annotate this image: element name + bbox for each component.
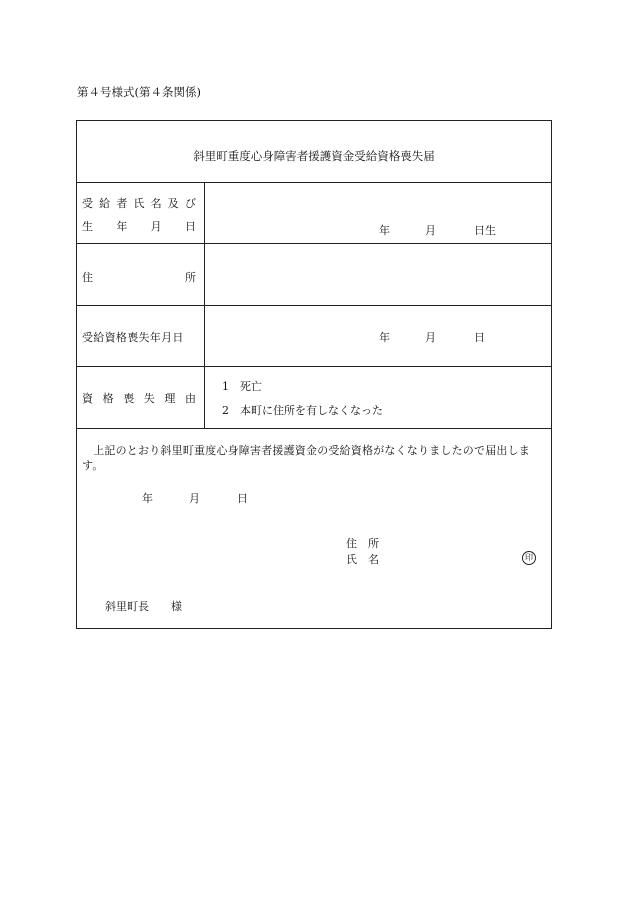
filing-year-unit: 年 — [142, 492, 153, 505]
row-divider — [77, 428, 551, 429]
address-label: 住 所 — [82, 271, 196, 284]
loss-year-unit: 年 — [379, 331, 390, 344]
reason-option-death: 1 死亡 — [222, 380, 262, 393]
row-divider — [77, 366, 551, 367]
row-divider — [77, 305, 551, 306]
loss-date-label: 受給資格喪失年月日 — [82, 331, 184, 344]
filing-month-unit: 月 — [189, 492, 200, 505]
form-title: 斜里町重度心身障害者援護資金受給資格喪失届 — [193, 149, 435, 163]
filing-day-unit: 日 — [237, 492, 248, 505]
birth-date-label: 生 年 月 日 — [82, 220, 196, 233]
seal-mark: 印 — [522, 551, 536, 565]
label-column-divider — [204, 183, 205, 429]
loss-day-unit: 日 — [474, 331, 485, 344]
loss-notification-form — [76, 120, 552, 629]
birth-day-unit: 日生 — [474, 224, 496, 237]
row-divider — [77, 243, 551, 244]
recipient-name-label: 受 給 者 氏 名 及 び — [82, 197, 196, 210]
reason-option-moved-out: 2 本町に住所を有しなくなった — [222, 404, 383, 417]
loss-month-unit: 月 — [425, 331, 436, 344]
birth-month-unit: 月 — [425, 224, 436, 237]
addressee: 斜里町長 様 — [105, 600, 182, 613]
reason-label: 資 格 喪 失 理 由 — [82, 392, 196, 405]
applicant-address-label: 住 所 — [346, 537, 379, 550]
row-divider — [77, 182, 551, 183]
birth-year-unit: 年 — [379, 224, 390, 237]
declaration-text: 上記のとおり斜里町重度心身障害者援護資金の受給資格がなくなりましたので届出します。 — [82, 444, 530, 472]
applicant-name-label: 氏 名 — [346, 553, 379, 566]
form-number-label: 第４号様式(第４条関係) — [77, 85, 201, 99]
